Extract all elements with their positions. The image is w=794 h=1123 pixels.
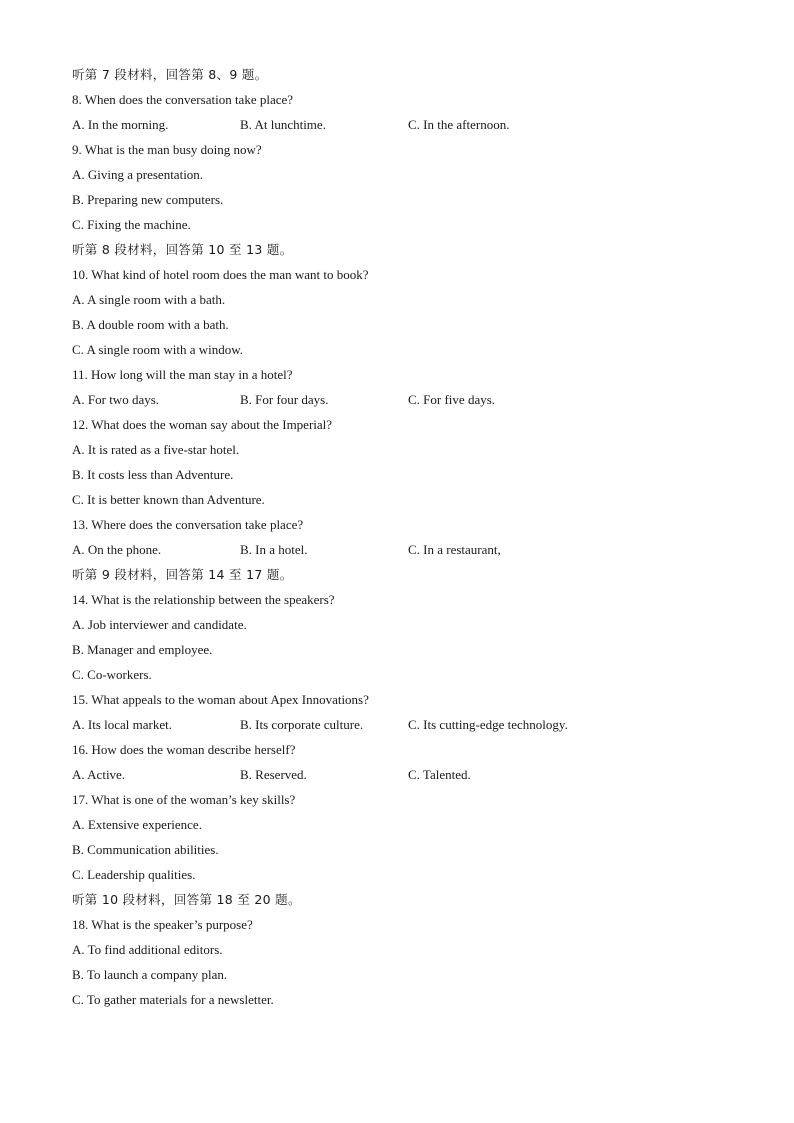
- answer-option: B. Manager and employee.: [72, 642, 213, 657]
- section-instruction: 听第 10 段材料，回答第 18 至 20 题。: [72, 892, 301, 907]
- question-text: 18. What is the speaker’s purpose?: [72, 917, 253, 932]
- answer-option: A. A single room with a bath.: [72, 292, 226, 307]
- answer-option: B. It costs less than Adventure.: [72, 467, 234, 482]
- answer-option: C. Co-workers.: [72, 667, 152, 682]
- answer-option: B. Preparing new computers.: [72, 192, 224, 207]
- question-text: 17. What is one of the woman’s key skills?: [72, 792, 296, 807]
- answer-option: C. In a restaurant,: [408, 542, 501, 557]
- answer-option: A. Active.: [72, 767, 126, 782]
- listening-section: [72, 62, 722, 1012]
- question-text: 12. What does the woman say about the Imperial?: [72, 417, 333, 432]
- answer-option: C. A single room with a window.: [72, 342, 244, 357]
- options-row: [72, 387, 722, 412]
- question-text: 10. What kind of hotel room does the man want to book?: [72, 267, 369, 282]
- answer-option: A. To find additional editors.: [72, 942, 223, 957]
- answer-option: C. Talented.: [408, 767, 471, 782]
- section-instruction: 听第 9 段材料，回答第 14 至 17 题。: [72, 567, 293, 582]
- answer-option: C. To gather materials for a newsletter.: [72, 992, 274, 1007]
- answer-option: B. Its corporate culture.: [240, 717, 364, 732]
- answer-option: B. Communication abilities.: [72, 842, 219, 857]
- answer-option: B. At lunchtime.: [240, 117, 326, 132]
- answer-option: B. To launch a company plan.: [72, 967, 228, 982]
- answer-option: B. A double room with a bath.: [72, 317, 229, 332]
- answer-option: A. It is rated as a five-star hotel.: [72, 442, 240, 457]
- options-row: [72, 762, 722, 787]
- options-row: [72, 112, 722, 137]
- options-row: [72, 537, 722, 562]
- answer-option: A. In the morning.: [72, 117, 169, 132]
- answer-option: B. For four days.: [240, 392, 329, 407]
- answer-option: C. For five days.: [408, 392, 496, 407]
- question-text: 11. How long will the man stay in a hotel?: [72, 367, 293, 382]
- question-text: 8. When does the conversation take place?: [72, 92, 294, 107]
- answer-option: A. Job interviewer and candidate.: [72, 617, 247, 632]
- question-text: 14. What is the relationship between the speakers?: [72, 592, 335, 607]
- answer-option: C. Leadership qualities.: [72, 867, 196, 882]
- answer-option: B. In a hotel.: [240, 542, 308, 557]
- answer-option: A. Its local market.: [72, 717, 172, 732]
- answer-option: B. Reserved.: [240, 767, 307, 782]
- answer-option: A. For two days.: [72, 392, 160, 407]
- question-text: 16. How does the woman describe herself?: [72, 742, 296, 757]
- section-instruction: 听第 8 段材料，回答第 10 至 13 题。: [72, 242, 293, 257]
- question-text: 15. What appeals to the woman about Apex Innovations?: [72, 692, 369, 707]
- question-text: 9. What is the man busy doing now?: [72, 142, 262, 157]
- answer-option: A. Giving a presentation.: [72, 167, 204, 182]
- answer-option: C. Fixing the machine.: [72, 217, 191, 232]
- answer-option: A. Extensive experience.: [72, 817, 202, 832]
- answer-option: C. It is better known than Adventure.: [72, 492, 265, 507]
- options-row: [72, 712, 722, 737]
- section-instruction: 听第 7 段材料，回答第 8、9 题。: [72, 67, 268, 82]
- answer-option: C. In the afternoon.: [408, 117, 510, 132]
- question-text: 13. Where does the conversation take place?: [72, 517, 304, 532]
- answer-option: A. On the phone.: [72, 542, 162, 557]
- answer-option: C. Its cutting-edge technology.: [408, 717, 568, 732]
